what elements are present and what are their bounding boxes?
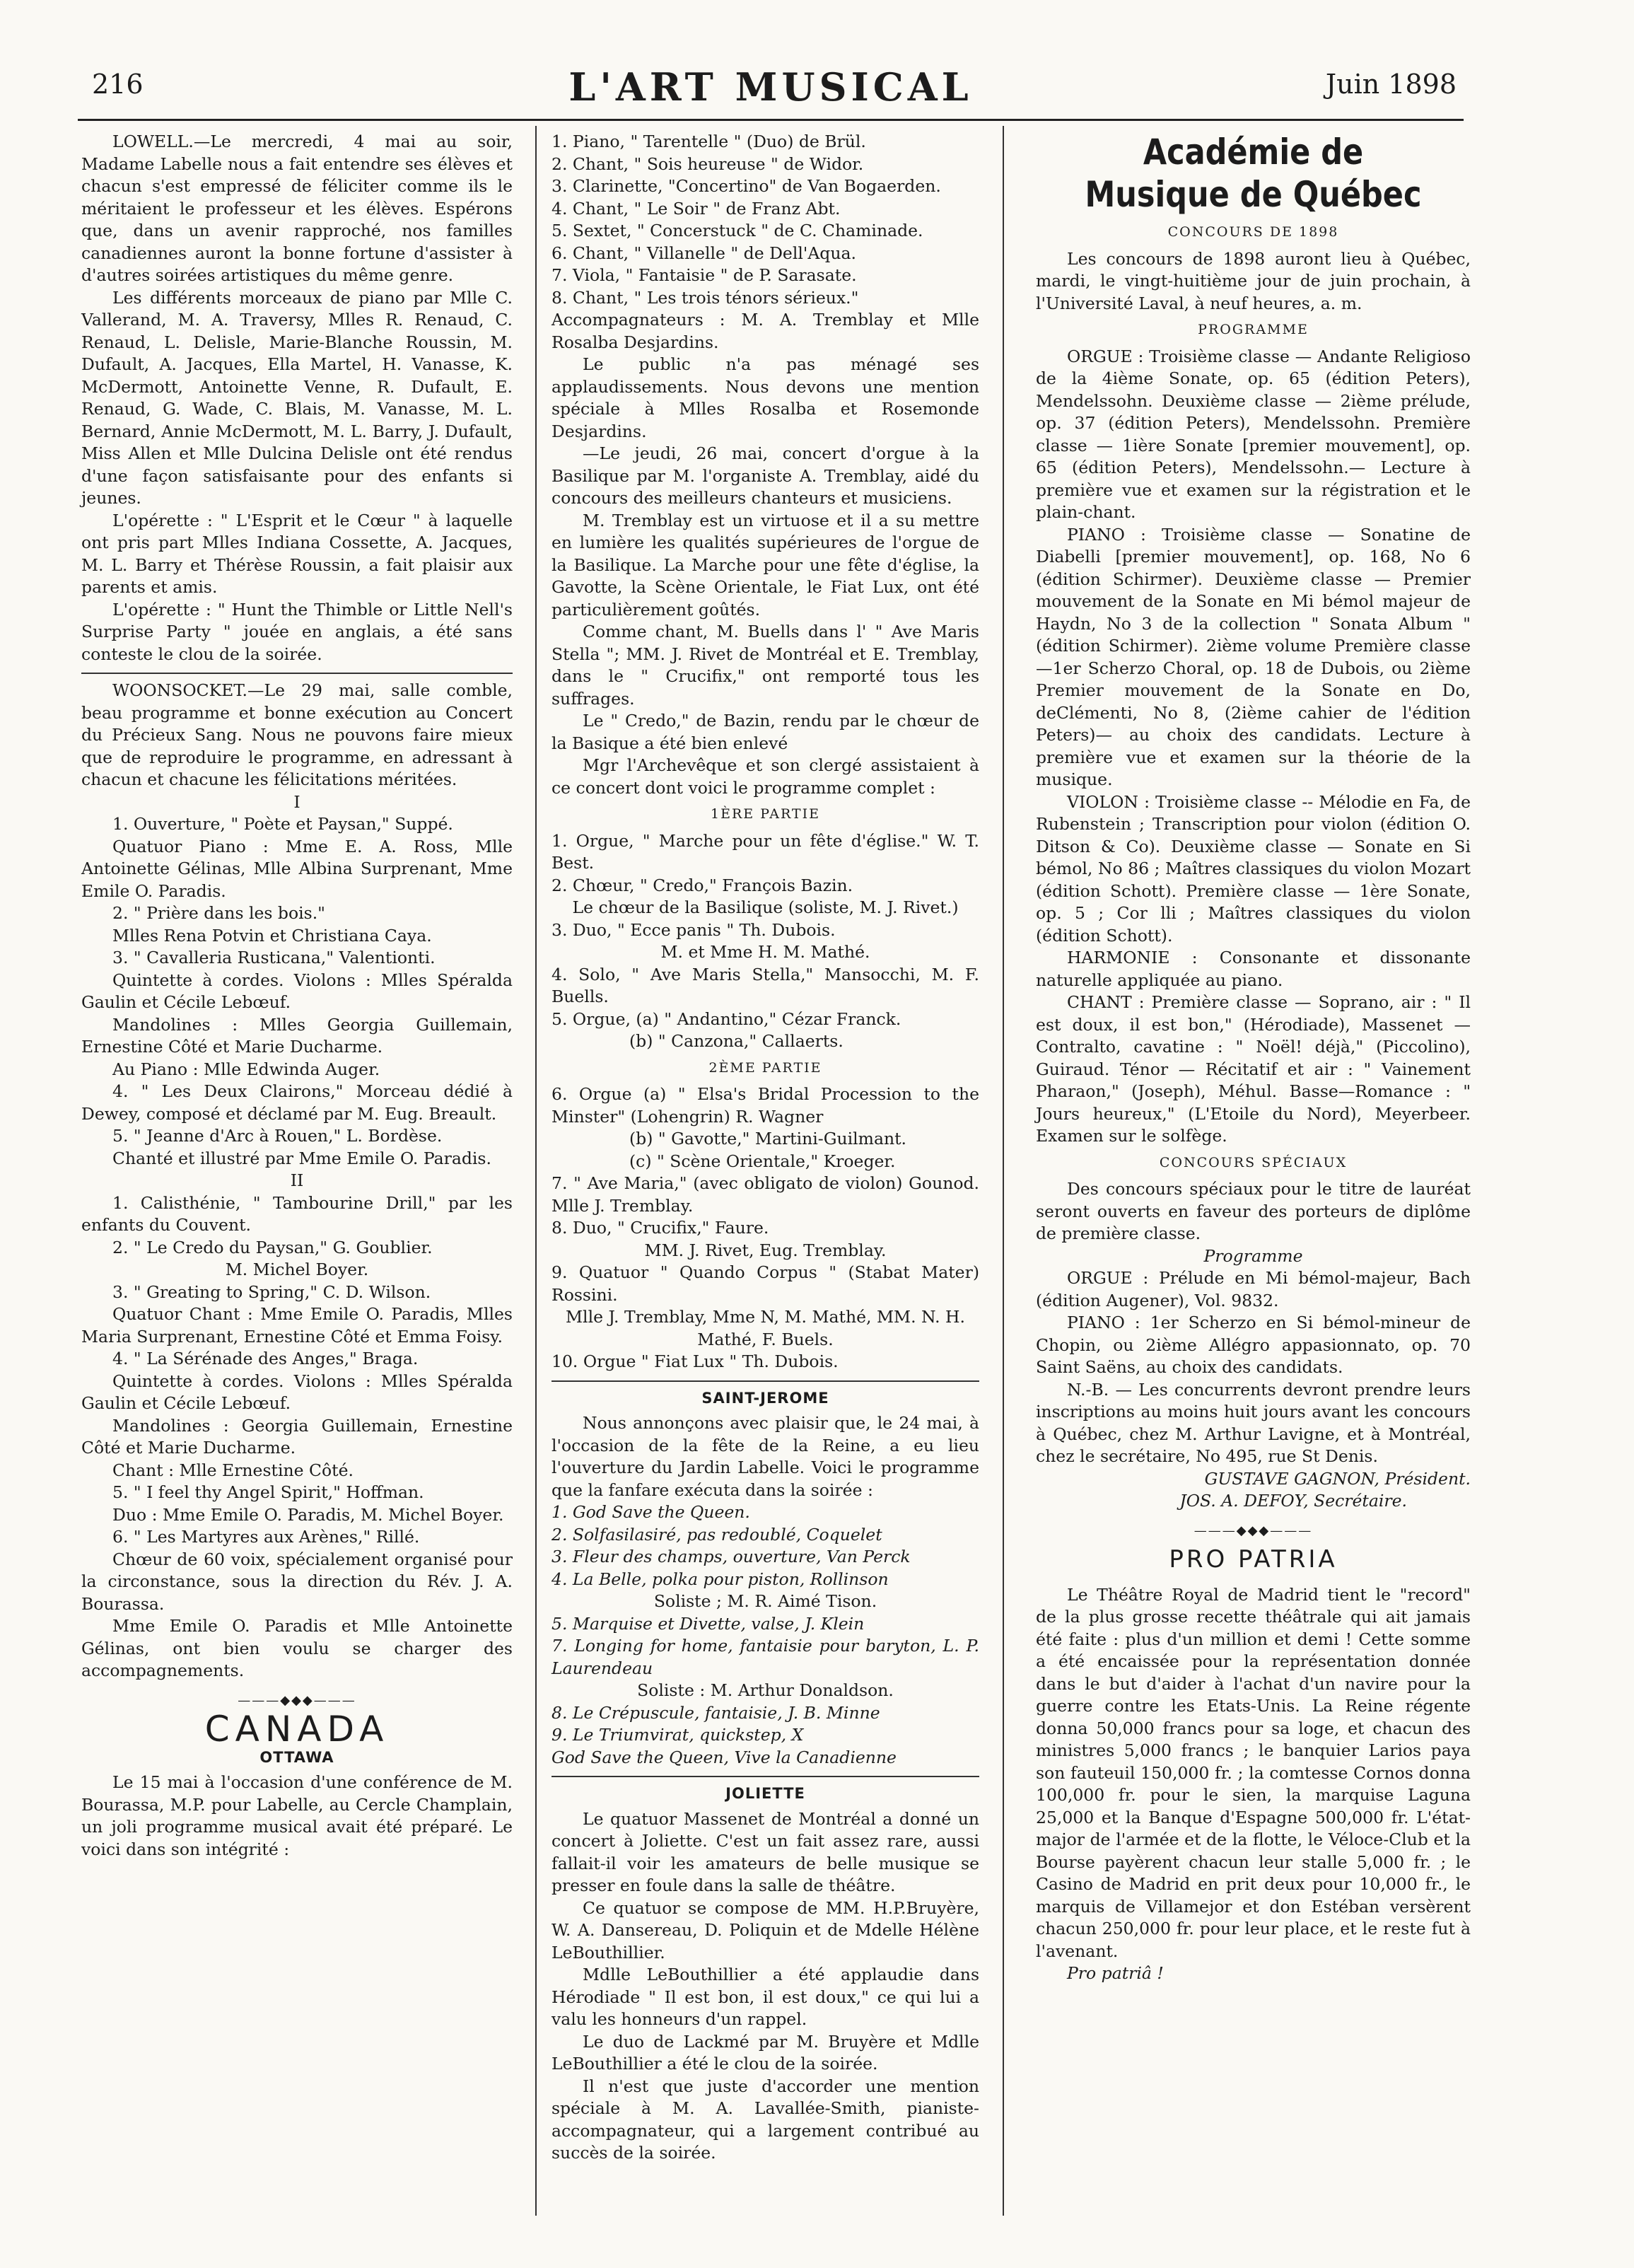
list-item: 7. Longing for home, fantaisie pour baryton, L. P. Laurendeau: [552, 1636, 979, 1678]
list-item: 5. Sextet, " Concerstuck " de C. Chaminade.: [552, 221, 923, 240]
program-list: [81, 1192, 513, 1682]
subsection-heading: PROGRAMME: [1198, 322, 1309, 337]
subsection-heading: JOLIETTE: [725, 1785, 805, 1802]
paragraph: ORGUE : Troisième classe — Andante Religioso de la 4ième Sonate, op. 65 (édition Peters), Mendelssohn. Deuxième classe — 2ième prélude, op. 37 (édition Peters), Mendelssohn. Première classe — 1ière Sonate [premier mouvement], op. 65 (édition Peters), Mendelssohn.— Lecture à première vue et examen sur la régistration et le plain-chant.: [1036, 346, 1471, 522]
paragraph: Mdlle LeBouthillier a été applaudie dans Hérodiade " Il est bon, il est doux," ce qui lui a valu les honneurs d'un rappel.: [552, 1965, 979, 2029]
part-heading: 1ÈRE PARTIE: [711, 806, 820, 822]
list-item: Le chœur de la Basilique (soliste, M. J. Rivet.): [572, 897, 959, 917]
list-item: 5. " Jeanne d'Arc à Rouen," L. Bordèse.: [112, 1126, 443, 1146]
paragraph: —Le jeudi, 26 mai, concert d'orgue à la Basilique par M. l'organiste A. Tremblay, aidé du concours des meilleurs chanteurs et musiciens.: [552, 443, 979, 508]
list-item: Mlles Rena Potvin et Christiana Caya.: [112, 925, 432, 946]
paragraph: Le duo de Lackmé par M. Bruyère et Mdlle LeBouthillier a été le clou de la soirée.: [552, 2031, 979, 2074]
paragraph: Le public n'a pas ménagé ses applaudissements. Nous devons une mention spéciale à Mlles Rosalba et Rosemonde Desjardins.: [552, 354, 979, 441]
paragraph: Ce quatuor se compose de MM. H.P.Bruyère, W. A. Dansereau, D. Poliquin et de Mdelle Hélène LeBouthillier.: [552, 1897, 979, 1962]
column-divider: [1003, 126, 1004, 2216]
list-item: Soliste ; M. R. Aimé Tison.: [653, 1591, 877, 1611]
subsection-heading: CONCOURS SPÉCIAUX: [1159, 1154, 1348, 1170]
list-item: Quintette à cordes. Violons : Mlles Spéralda Gaulin et Cécile Lebœuf.: [81, 1371, 513, 1413]
lowell-section: [81, 131, 513, 665]
list-item: Quatuor Piano : Mme E. A. Ross, Mlle Antoinette Gélinas, Mlle Albina Surprenant, Mme Emile O. Paradis.: [81, 836, 513, 901]
journal-title: L'ART MUSICAL: [568, 64, 973, 110]
signature: JOS. A. DEFOY, Secrétaire.: [1179, 1491, 1407, 1511]
program-list: [552, 131, 979, 354]
page-number: 216: [92, 69, 144, 100]
section-title-pro-patria: PRO PATRIA: [1169, 1545, 1338, 1574]
list-item: Mandolines : Mlles Georgia Guillemain, Ernestine Côté et Marie Ducharme.: [81, 1014, 513, 1057]
paragraph: Il n'est que juste d'accorder une mention spéciale à M. A. Lavallée-Smith, pianiste-accompagnateur, qui a largement contribué au succès de la soirée.: [552, 2076, 979, 2163]
paragraph: HARMONIE : Consonante et dissonante naturelle appliquée au piano.: [1036, 948, 1471, 990]
list-item: 1. Calisthénie, " Tambourine Drill," par les enfants du Couvent.: [81, 1192, 513, 1235]
issue-date: Juin 1898: [1325, 69, 1457, 100]
part-heading: I: [293, 791, 300, 812]
list-item: Accompagnateurs : M. A. Tremblay et Mlle Rosalba Desjardins.: [552, 310, 979, 352]
list-item: 2. Chant, " Sois heureuse " de Widor.: [552, 153, 864, 174]
program-list: [552, 1501, 979, 1769]
subsection-heading: Programme: [1203, 1245, 1303, 1266]
section-rule: [81, 673, 513, 674]
list-item: 3. " Greating to Spring," C. D. Wilson.: [112, 1281, 431, 1302]
paragraph: LOWELL.—Le mercredi, 4 mai au soir, Madame Labelle nous a fait entendre ses élèves et chacun s'est empressé de féliciter comme ils le méritaient le professeur et les élèves. Espérons que, dans un avenir rapproché, nos familles canadiennes auront la bonne fortune d'assister à d'autres soirées artistiques du même genre.: [81, 132, 513, 285]
paragraph: L'opérette : " L'Esprit et le Cœur " à laquelle ont pris part Mlles Indiana Cossette, A. Jacques, M. L. Barry et Thérèse Roussin, a fait plaisir aux parents et amis.: [81, 510, 513, 597]
paragraph: Comme chant, M. Buells dans l' " Ave Maris Stella "; MM. J. Rivet de Montréal et E. Tremblay, dans le " Crucifix," ont remporté tous les suffrages.: [552, 622, 979, 709]
list-item: 8. Le Crépuscule, fantaisie, J. B. Minne: [552, 1702, 880, 1723]
paragraph: VIOLON : Troisième classe -- Mélodie en Fa, de Rubenstein ; Transcription pour violon (édition O. Ditson & Co). Deuxième classe — Sonate en Si bémol, No 86 ; Maîtres classiques du violon Mozart (édition Schott). Première classe — 1ère Sonate, op. 5 ; Cor lli ; Maîtres classiques du violon (édition Schott).: [1036, 791, 1471, 946]
list-item: 4. " La Sérénade des Anges," Braga.: [112, 1349, 419, 1368]
list-item: God Save the Queen, Vive la Canadienne: [552, 1747, 897, 1767]
list-item: 5. " I feel thy Angel Spirit," Hoffman.: [112, 1482, 424, 1502]
list-item: M. et Mme H. M. Mathé.: [660, 942, 870, 962]
list-item: 1. Ouverture, " Poète et Paysan," Suppé.: [112, 814, 453, 834]
list-item: 2. " Le Credo du Paysan," G. Goublier.: [112, 1237, 433, 1257]
list-item: Mandolines : Georgia Guillemain, Ernestine Côté et Marie Ducharme.: [81, 1415, 513, 1458]
list-item: 6. Chant, " Villanelle " de Dell'Aqua.: [552, 243, 856, 263]
paragraph: Les différents morceaux de piano par Mlle C. Vallerand, M. A. Traversy, Mlles R. Renaud, C. Renaud, L. Delisle, Marie-Blanche Roussin, M. Dufault, A. Jacques, Ella Martel, H. Vanasse, K. McDermott, Antoinette Venne, R. Dufault, E. Renaud, G. Wade, C. Blais, M. Vanasse, M. L. Bernard, Annie McDermott, M. L. Barry, J. Dufault, Miss Allen et Mlle Dulcina Delisle ont été rendus d'une façon satisfaisante pour des enfants si jeunes.: [81, 287, 513, 508]
paragraph: Le Théâtre Royal de Madrid tient le "record" de la plus grosse recette théâtrale qui ait jamais été faite : plus d'un million et demi ! Cette somme a été encaissée pour la représentation donnée dans le but d'aider à l'achat d'un navire pour la guerre contre les Etats-Unis. La Reine régente donna 50,000 francs pour sa loge, et chacun des ministres 5,000 francs ; le banquier Larios paya son fauteuil 150,000 fr. ; la comtesse Cornos donna 100,000 fr. pour le sien, la marquise Laguna 25,000 et la Banque d'Espagne 500,000 fr. L'état-major de l'armée et de la flotte, le Véloce-Club et la Bourse payèrent chacun leur stalle 5,000 fr. ; le Casino de Madrid en prit deux pour 10,000 fr., le marquis de Villamejor et don Estéban versèrent chacun 250,000 fr. pour leur place, et le reste fut à l'avenant.: [1036, 1584, 1471, 1961]
list-item: 1. God Save the Queen.: [552, 1502, 750, 1522]
paragraph: Le 15 mai à l'occasion d'une conférence de M. Bourassa, M.P. pour Labelle, au Cercle Champlain, un joli programme musical avait été préparé. Le voici dans son intégrité :: [81, 1772, 513, 1859]
list-item: 2. " Prière dans les bois.": [112, 903, 325, 923]
list-item: 8. Chant, " Les trois ténors sérieux.": [552, 287, 859, 308]
ornament-divider: ———◆◆◆———: [1194, 1523, 1313, 1538]
column-3: [1036, 131, 1471, 1985]
list-item: 10. Orgue " Fiat Lux " Th. Dubois.: [552, 1351, 839, 1371]
list-item: 3. " Cavalleria Rusticana," Valentionti.: [112, 948, 436, 967]
list-item: M. Michel Boyer.: [225, 1260, 369, 1279]
list-item: Chœur de 60 voix, spécialement organisé pour la circonstance, sous la direction du Rév. J. A. Bourassa.: [81, 1549, 513, 1614]
ornament-divider: ———◆◆◆———: [238, 1692, 356, 1708]
program-list: [81, 813, 513, 1170]
paragraph: Mgr l'Archevêque et son clergé assistaient à ce concert dont voici le programme complet :: [552, 755, 979, 798]
list-item: 6. " Les Martyres aux Arènes," Rillé.: [112, 1527, 420, 1547]
list-item: 5. Orgue, (a) " Andantino," Cézar Franck.: [552, 1008, 901, 1029]
paragraph: ORGUE : Prélude en Mi bémol-majeur, Bach (édition Augener), Vol. 9832.: [1036, 1268, 1471, 1310]
list-item: 4. Solo, " Ave Maris Stella," Mansocchi, M. F. Buells.: [552, 964, 979, 1006]
paragraph: Des concours spéciaux pour le titre de lauréat seront ouverts en faveur des porteurs de diplôme de première classe.: [1036, 1179, 1471, 1243]
column-1: [81, 131, 513, 1861]
section-title-academie: Académie de Musique de Québec: [1085, 132, 1422, 215]
subsection-heading: SAINT-JEROME: [701, 1389, 829, 1407]
list-item: Chanté et illustré par Mme Emile O. Paradis.: [112, 1148, 491, 1168]
subsection-heading: CONCOURS DE 1898: [1167, 224, 1339, 240]
header-rule: [78, 119, 1464, 121]
signature: GUSTAVE GAGNON, Président.: [1204, 1468, 1471, 1489]
program-list: [552, 1083, 979, 1373]
list-item: 4. La Belle, polka pour piston, Rollinson: [552, 1569, 889, 1589]
program-list: [552, 830, 979, 1053]
paragraph: M. Tremblay est un virtuose et il a su mettre en lumière les qualités supérieures de l'orgue de la Basilique. La Marche pour une fête d'église, la Gavotte, la Scène Orientale, le Fiat Lux, ont été particulièrement goûtés.: [552, 510, 979, 620]
paragraph: Le " Credo," de Bazin, rendu par le chœur de la Basique a été bien enlevé: [552, 711, 979, 753]
list-item: Mme Emile O. Paradis et Mlle Antoinette Gélinas, ont bien voulu se charger des accompagnements.: [81, 1616, 513, 1680]
paragraph: Les concours de 1898 auront lieu à Québec, mardi, le vingt-huitième jour de juin prochain, à l'Université Laval, à neuf heures, a. m.: [1036, 248, 1471, 313]
paragraph: WOONSOCKET.—Le 29 mai, salle comble, beau programme et bonne exécution au Concert du Précieux Sang. Nous ne pouvons faire mieux que de reproduire le programme, en adressant à chacun et chacune les félicitations méritées.: [81, 680, 513, 789]
list-item: (b) " Gavotte," Martini-Guilmant.: [629, 1129, 907, 1148]
list-item: 8. Duo, " Crucifix," Faure.: [552, 1218, 769, 1238]
list-item: 1. Piano, " Tarentelle " (Duo) de Brül.: [552, 132, 866, 151]
section-title-canada: CANADA: [204, 1709, 390, 1750]
column-divider: [535, 126, 537, 2216]
paragraph: PIANO : 1er Scherzo en Si bémol-mineur de Chopin, ou 2ième Allégro appasionnato, op. 70 Saint Saëns, au choix des candidats.: [1036, 1313, 1471, 1377]
paragraph: N.-B. — Les concurrents devront prendre leurs inscriptions au moins huit jours avant les concours à Québec, chez M. Arthur Lavigne, et à Montréal, chez le secrétaire, No 495, rue St Denis.: [1036, 1379, 1471, 1466]
paragraph: L'opérette : " Hunt the Thimble or Little Nell's Surprise Party " jouée en anglais, a été sans conteste le clou de la soirée.: [81, 599, 513, 664]
list-item: 4. " Les Deux Clairons," Morceau dédié à Dewey, composé et déclamé par M. Eug. Breault.: [81, 1081, 513, 1124]
list-item: Quintette à cordes. Violons : Mlles Spéralda Gaulin et Cécile Lebœuf.: [81, 970, 513, 1012]
list-item: 1. Orgue, " Marche pour un fête d'église." W. T. Best.: [552, 830, 979, 873]
list-item: Chant : Mlle Ernestine Côté.: [112, 1460, 354, 1480]
list-item: Mlle J. Tremblay, Mme N, M. Mathé, MM. N. H. Mathé, F. Buels.: [565, 1307, 966, 1349]
section-rule: [552, 1776, 979, 1777]
part-heading: 2ÈME PARTIE: [708, 1059, 822, 1076]
list-item: Duo : Mme Emile O. Paradis, M. Michel Boyer.: [112, 1504, 504, 1525]
section-rule: [552, 1380, 979, 1382]
list-item: (b) " Canzona," Callaerts.: [629, 1031, 844, 1051]
page-header: [78, 64, 1464, 110]
closing-line: Pro patriâ !: [1067, 1963, 1164, 1983]
paragraph: CHANT : Première classe — Soprano, air : " Il est doux, il est bon," (Hérodiade), Massenet — Contralto, cavatine : " Noël! déjà," (Piccolino), Guiraud. Ténor — Récitatif et air : " Vainement Pharaon," (Joseph), Méhul. Basse—Romance : " Jours heureux," (L'Etoile du Nord), Meyerbeer. Examen sur le solfège.: [1036, 992, 1471, 1146]
subsection-heading: OTTAWA: [259, 1748, 334, 1766]
list-item: 2. Chœur, " Credo," François Bazin.: [552, 875, 853, 895]
list-item: Au Piano : Mlle Edwinda Auger.: [112, 1059, 380, 1079]
list-item: 3. Fleur des champs, ouverture, Van Perck: [552, 1547, 911, 1566]
list-item: 9. Le Triumvirat, quickstep, X: [552, 1725, 804, 1745]
paragraph: PIANO : Troisième classe — Sonatine de Diabelli [premier mouvement], op. 168, No 6 (édition Schirmer). Deuxième classe — Premier mouvement de la Sonate en Mi bémol majeur de Haydn, No 3 de la collection " Sonata Album " (édition Schirmer). 2ième volume Première classe—1er Scherzo Choral, op. 18 de Dubois, ou 2ième Premier mouvement de la Sonate en Do, deClémenti, No 8, (2ième cahier de l'édition Peters)— au choix des candidats. Lecture à première vue et examen sur la théorie de la musique.: [1036, 524, 1471, 789]
part-heading: II: [290, 1170, 304, 1190]
column-2: [552, 131, 979, 2165]
paragraph: Nous annonçons avec plaisir que, le 24 mai, à l'occasion de la fête de la Reine, a eu lieu l'ouverture du Jardin Labelle. Voici le programme que la fanfare exécuta dans la soirée :: [552, 1413, 979, 1500]
list-item: 7. Viola, " Fantaisie " de P. Sarasate.: [552, 265, 857, 285]
paragraph: Le quatuor Massenet de Montréal a donné un concert à Joliette. C'est un fait assez rare, aussi fallait-il voir les amateurs de belle musique se presser en foule dans la salle de théâtre.: [552, 1808, 979, 1895]
list-item: (c) " Scène Orientale," Kroeger.: [629, 1151, 896, 1171]
list-item: 5. Marquise et Divette, valse, J. Klein: [552, 1613, 865, 1634]
list-item: 3. Duo, " Ecce panis " Th. Dubois.: [552, 919, 836, 940]
list-item: 4. Chant, " Le Soir " de Franz Abt.: [552, 198, 841, 219]
list-item: Quatuor Chant : Mme Emile O. Paradis, Mlles Maria Surprenant, Ernestine Côté et Emma Foisy.: [81, 1304, 513, 1347]
list-item: Soliste : M. Arthur Donaldson.: [637, 1680, 894, 1700]
list-item: 6. Orgue (a) " Elsa's Bridal Procession to the Minster" (Lohengrin) R. Wagner: [552, 1084, 979, 1127]
list-item: MM. J. Rivet, Eug. Tremblay.: [644, 1240, 887, 1260]
list-item: 3. Clarinette, "Concertino" de Van Bogaerden.: [552, 176, 941, 196]
list-item: 2. Solfasilasiré, pas redoublé, Coquelet: [552, 1524, 882, 1545]
list-item: 9. Quatuor " Quando Corpus " (Stabat Mater) Rossini.: [552, 1262, 979, 1305]
list-item: 7. " Ave Maria," (avec obligato de violon) Gounod. Mlle J. Tremblay.: [552, 1173, 979, 1216]
